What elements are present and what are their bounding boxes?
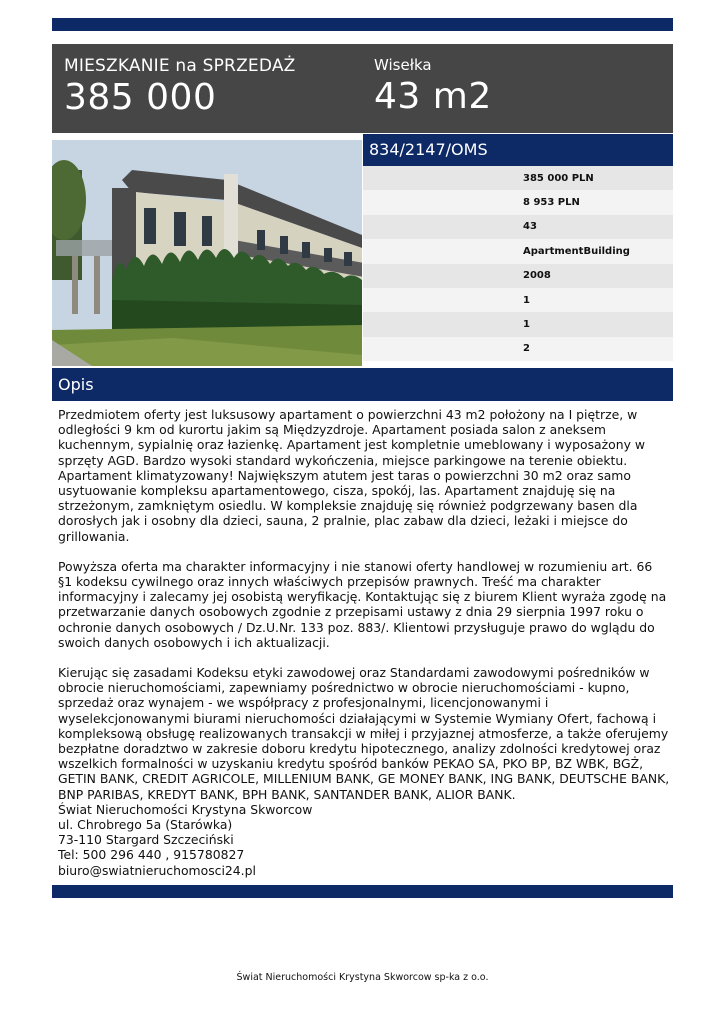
- detail-value: 43: [523, 221, 537, 233]
- listing-type: MIESZKANIE na SPRZEDAŻ: [64, 56, 296, 76]
- section-title-opis: Opis: [52, 368, 673, 401]
- description-paragraph: Przedmiotem oferty jest luksusowy apartament o powierzchni 43 m2 położony na I piętrze, w odległości 9 km od kurortu jakim są Międzyzdroje. Apartament posiada salon z aneksem kuchennym, sypialnię oraz łazienkę. Apartament jest kompletnie umeblowany i wyposażony w sprzęty AGD. Bardzo wysoki standard wykończenia, miejsce parkingowe na terenie obiektu. Apartament klimatyzowany! Największym atutem jest taras o powierzchni 30 m2 oraz samo usytuowanie kompleksu apartamentowego, cisza, spokój, las. Apartament znajduję się na strzeżonym, zamkniętym osiedlu. W kompleksie znajduję się również podgrzewany basen dla dorosłych jak i osobny dla dzieci, sauna, 2 pralnie, plac zabaw dla dzieci, leżaki i miejsce do grillowania.: [58, 407, 645, 544]
- detail-value: 8 953 PLN: [523, 197, 580, 209]
- footer-company: Świat Nieruchomości Krystyna Skworcow sp-ka z o.o.: [236, 972, 489, 983]
- detail-value: 1: [523, 294, 530, 306]
- bottom-accent-bar: [52, 885, 673, 898]
- detail-value: 385 000 PLN: [523, 172, 594, 184]
- detail-row-rooms: [363, 337, 673, 361]
- detail-value: 1: [523, 319, 530, 331]
- detail-value: 2: [523, 343, 530, 355]
- offer-id: 834/2147/OMS: [363, 134, 673, 166]
- detail-row-building-type: [363, 239, 673, 263]
- property-photo-illustration: [52, 140, 362, 366]
- detail-row-price: [363, 166, 673, 190]
- header-right: [374, 56, 492, 118]
- property-photo: [52, 140, 362, 366]
- listing-header: [52, 44, 673, 133]
- detail-row-year: [363, 264, 673, 288]
- details-table: [363, 166, 673, 361]
- detail-row-price-per-m2: [363, 190, 673, 214]
- detail-row-floors: [363, 312, 673, 336]
- detail-value: ApartmentBuilding: [523, 245, 630, 257]
- listing-price: 385 000: [64, 77, 217, 118]
- detail-row-floor: [363, 288, 673, 312]
- description: [58, 407, 670, 878]
- detail-value: 2008: [523, 270, 551, 282]
- detail-row-area: [363, 215, 673, 239]
- top-accent-bar: [52, 18, 673, 31]
- header-left: [64, 56, 296, 118]
- listing-area: 43 m2: [374, 76, 492, 117]
- listing-city: Wisełka: [374, 56, 432, 74]
- description-paragraph: Powyższa oferta ma charakter informacyjny i nie stanowi oferty handlowej w rozumieniu art. 66 §1 kodeksu cywilnego oraz innych właściwych przepisów prawnych. Treść ma charakter informacyjny i zalecamy jej osobistą weryfikację. Kontaktując się z biurem Klient wyraża zgodę na przetwarzanie danych osobowych zgodnie z przepisami ustawy z dnia 29 sierpnia 1997 roku o ochronie danych osobowych / Dz.U.Nr. 133 poz. 883/. Klientowi przysługuje prawo do wglądu do swoich danych osobowych i ich aktualizacji.: [58, 558, 667, 650]
- description-paragraph: Kierując się zasadami Kodeksu etyki zawodowej oraz Standardami zawodowymi pośredników w obrocie nieruchomościami, zapewniamy pośrednictwo w obrocie nieruchomościami - kupno, sprzedaż oraz wynajem - we współpracy z profesjonalnymi, licencjonowanymi i wyselekcjonowanymi biurami nieruchomości działającymi w Systemie Wymiany Ofert, fachową i kompleksową obsługę realizowanych transakcji w miłej i przyjaznej atmosferze, a także oferujemy bezpłatne doradztwo w zakresie doboru kredytu hipotecznego, analizy zdolności kredytowej oraz wszelkich formalności w uzyskaniu kredytu spośród banków PEKAO SA, PKO BP, BZ WBK, BGŻ, GETIN BANK, CREDIT AGRICOLE, MILLENIUM BANK, GE MONEY BANK, ING BANK, DEUTSCHE BANK, BNP PARIBAS, KREDYT BANK, BPH BANK, SANTANDER BANK, ALIOR BANK. Świat Nieruchomości Krystyna Skworcow ul. Chrobrego 5a (Starówka) 73-110 Stargard Szczeciński Tel: 500 296 440 , 915780827 biuro@swiatnieruchomosci24.pl: [58, 665, 670, 878]
